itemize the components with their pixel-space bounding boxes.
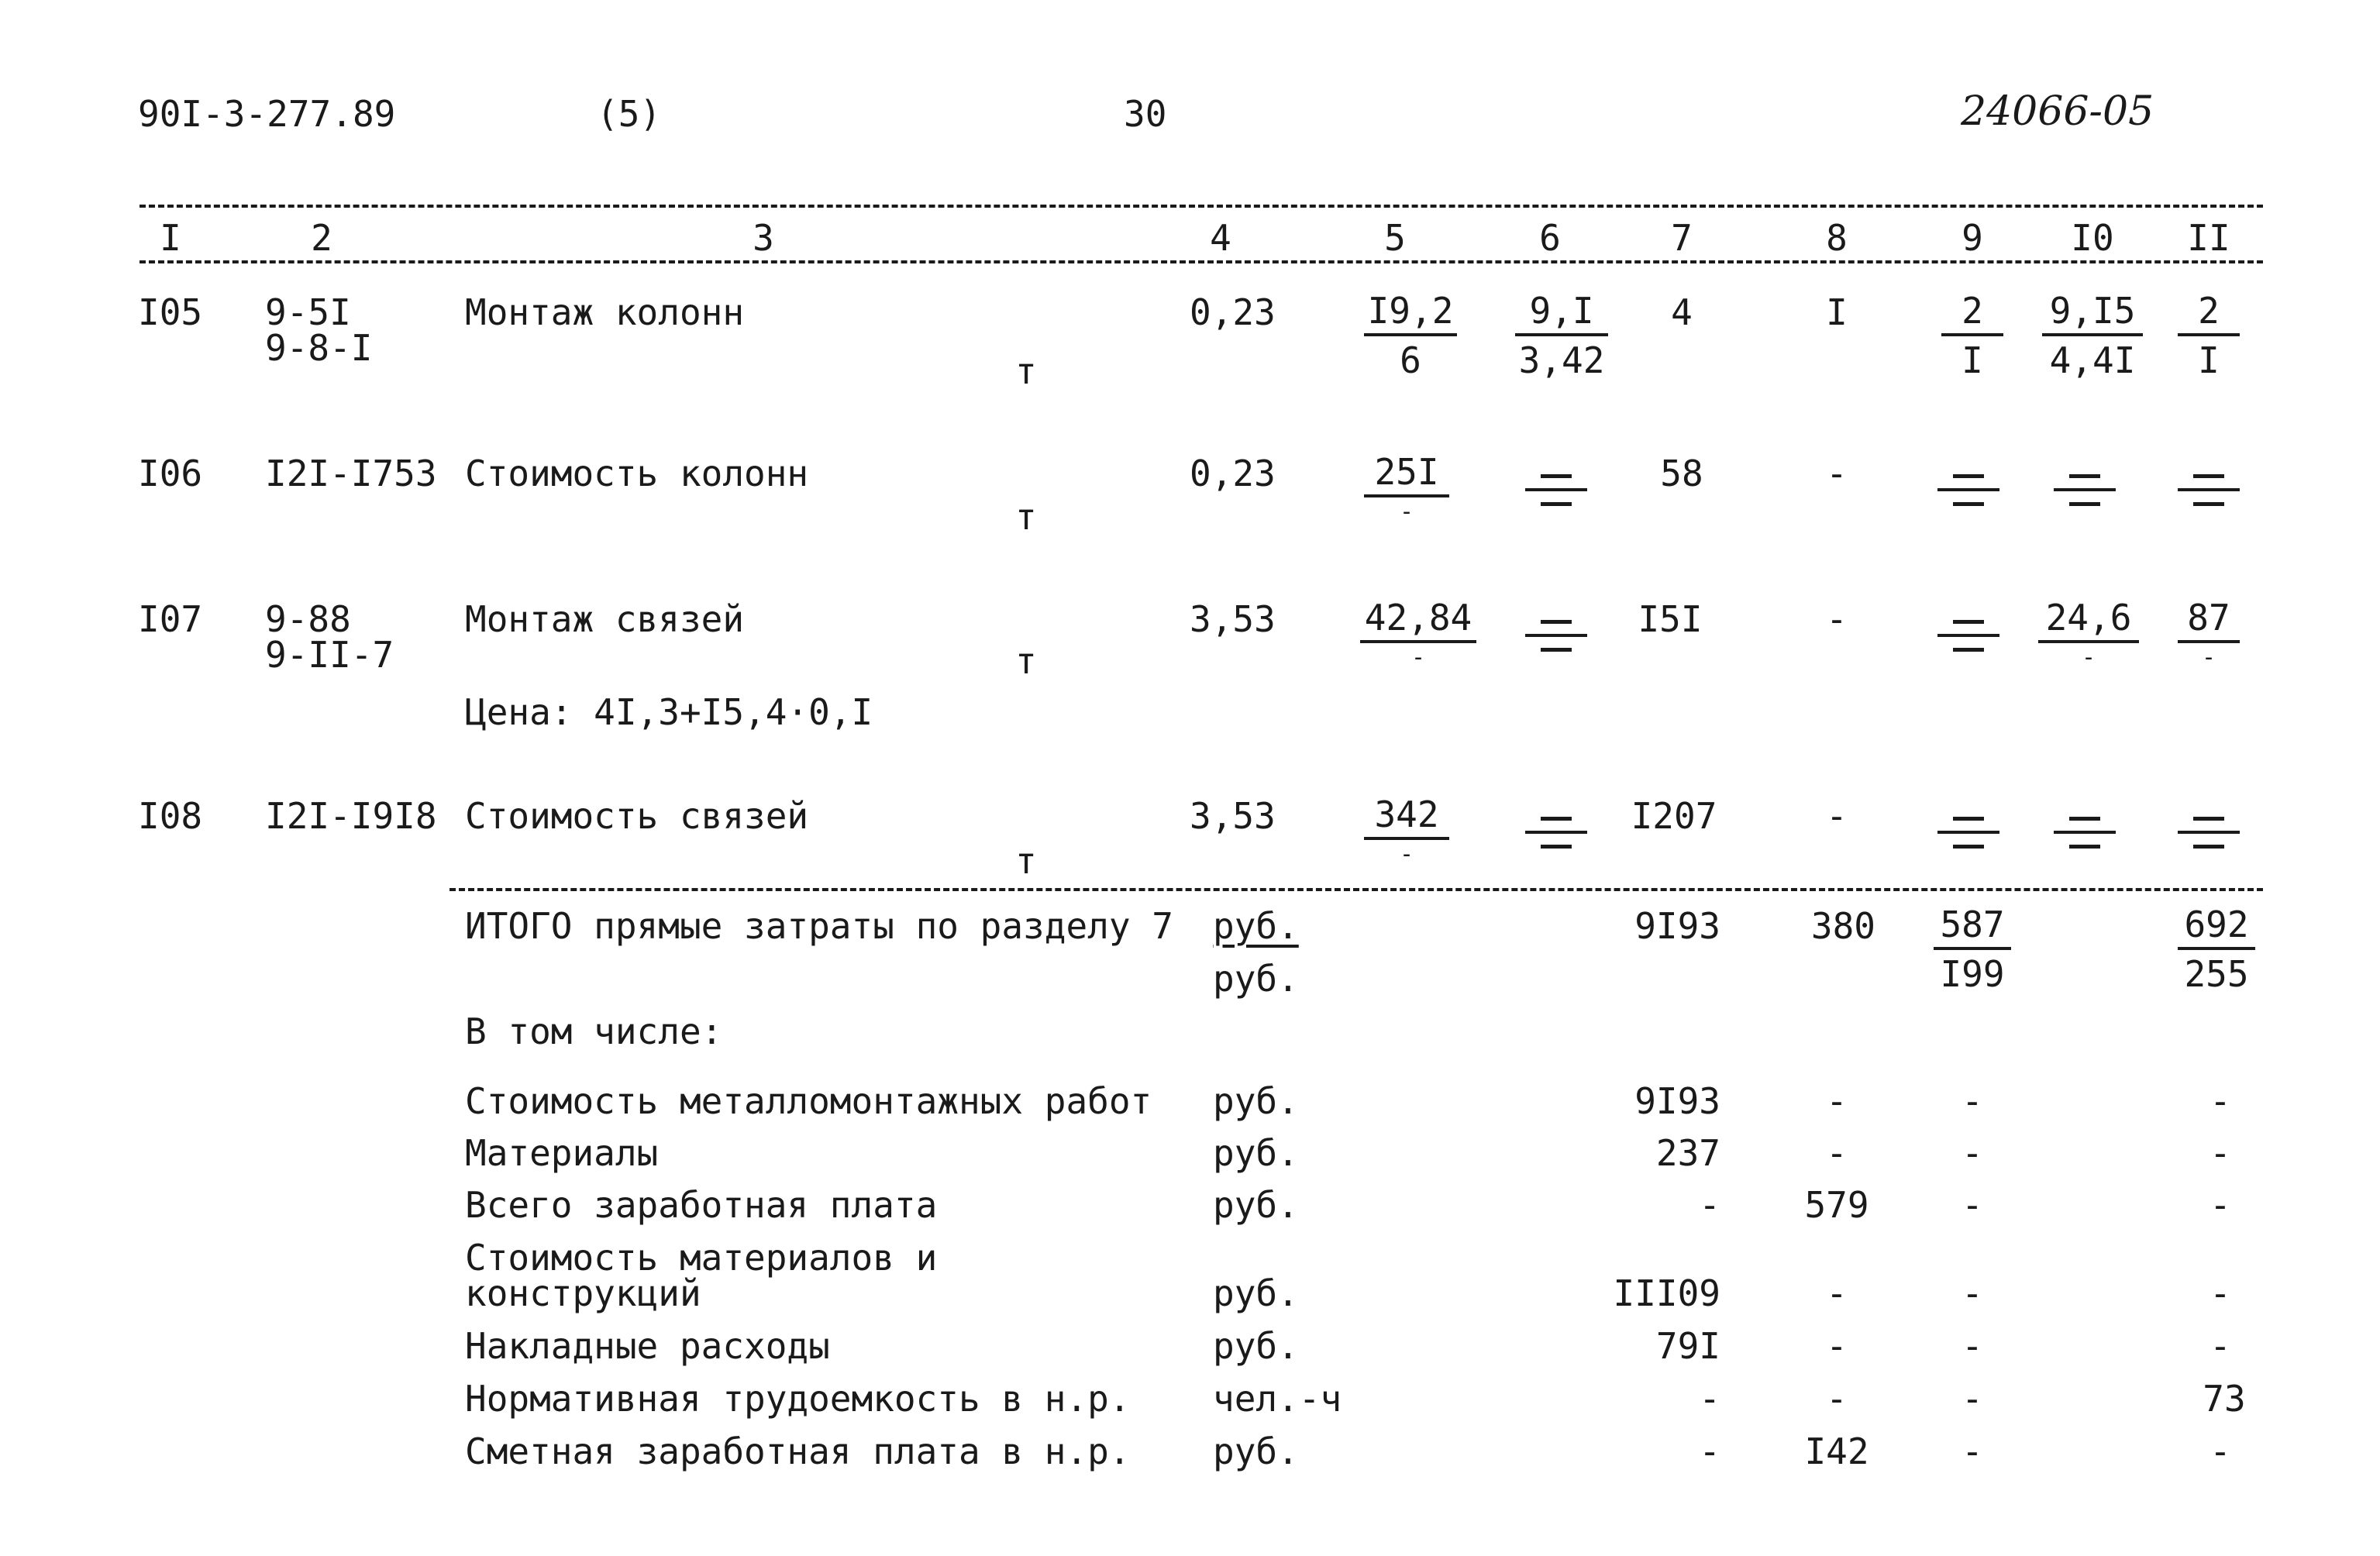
breakdown-col7: 9I93	[1634, 1080, 1720, 1122]
work-name: Монтаж колонн	[465, 291, 745, 333]
work-name: Стоимость связей	[465, 795, 809, 837]
norm-code: I2I-I9I8	[265, 795, 437, 837]
breakdown-label: Стоимость металломонтажных работ	[465, 1080, 1152, 1122]
breakdown-unit: чел.-ч	[1213, 1378, 1342, 1420]
breakdown-unit: руб.	[1213, 1184, 1299, 1226]
page-number: 30	[1124, 93, 1167, 135]
breakdown-label-cont: конструкций	[465, 1272, 701, 1314]
breakdown-col7: 79I	[1655, 1325, 1720, 1367]
breakdown-col8: -	[1826, 1272, 1848, 1314]
value-col7: 4	[1671, 291, 1693, 333]
breakdown-label: Нормативная трудоемкость в н.р.	[465, 1378, 1131, 1420]
col-header-6: 6	[1539, 217, 1561, 259]
totals-unit: руб.	[1213, 958, 1299, 1000]
volume-number: (5)	[597, 93, 662, 135]
breakdown-col9: -	[1962, 1430, 1983, 1472]
breakdown-unit: руб.	[1213, 1080, 1299, 1122]
fraction-cell: 87 -	[2178, 600, 2240, 670]
fraction-cell: $\frac{I9,2}{6}$	[1364, 293, 1457, 378]
norm-code: 9-II-7	[265, 634, 394, 676]
fraction-cell: $\frac{9,I5}{4,4I}$	[2042, 293, 2143, 378]
breakdown-col11: -	[2210, 1132, 2231, 1174]
breakdown-col9: -	[1962, 1184, 1983, 1226]
unit: т	[1015, 496, 1037, 538]
fraction-cell: $\frac{587}{I99}$	[1934, 907, 2011, 992]
breakdown-unit: руб.	[1213, 1132, 1299, 1174]
fraction-cell: 24,6 -	[2038, 600, 2139, 670]
col-header-8: 8	[1826, 217, 1848, 259]
breakdown-col8: -	[1826, 1378, 1848, 1420]
breakdown-col7: 237	[1655, 1132, 1720, 1174]
col-header-9: 9	[1962, 217, 1983, 259]
breakdown-col7: -	[1699, 1430, 1720, 1472]
breakdown-col8: I42	[1804, 1430, 1869, 1472]
breakdown-label: Всего заработная плата	[465, 1184, 938, 1226]
fraction-cell: $\frac{2}{I}$	[1941, 293, 2003, 378]
fraction-cell: $\frac{692}{255}$	[2178, 907, 2255, 992]
unit: т	[1015, 350, 1037, 392]
table-header-rule	[139, 260, 2263, 263]
col-header-11: II	[2187, 217, 2230, 259]
fraction-cell: 42,84 -	[1360, 600, 1476, 670]
totals-rule	[449, 888, 2263, 891]
breakdown-unit: руб.	[1213, 1272, 1299, 1314]
breakdown-col9: -	[1962, 1132, 1983, 1174]
work-name: Стоимость колонн	[465, 453, 809, 494]
col-header-7: 7	[1671, 217, 1693, 259]
col-header-4: 4	[1210, 217, 1231, 259]
breakdown-col8: -	[1826, 1080, 1848, 1122]
fraction-cell: 342 -	[1364, 797, 1449, 866]
value-col7: I207	[1631, 795, 1717, 837]
norm-code: 9-88	[265, 598, 351, 640]
norm-code: 9-5I	[265, 291, 351, 333]
breakdown-col11: -	[2210, 1080, 2231, 1122]
price-note: Цена: 4I,3+I5,4·0,I	[465, 691, 873, 733]
row-number: I06	[138, 453, 203, 494]
breakdown-col8: -	[1826, 1325, 1848, 1367]
including-label: В том числе:	[465, 1010, 723, 1052]
breakdown-label: Накладные расходы	[465, 1325, 830, 1367]
unit: т	[1015, 840, 1037, 882]
breakdown-col8: 579	[1804, 1184, 1869, 1226]
unit: т	[1015, 640, 1037, 682]
quantity: 0,23	[1190, 453, 1276, 494]
row-number: I05	[138, 291, 203, 333]
breakdown-col7: -	[1699, 1184, 1720, 1226]
breakdown-col9: -	[1962, 1272, 1983, 1314]
breakdown-label: Сметная заработная плата в н.р.	[465, 1430, 1131, 1472]
value-col8: -	[1826, 795, 1848, 837]
norm-code: I2I-I753	[265, 453, 437, 494]
breakdown-unit: руб.	[1213, 1325, 1299, 1367]
totals-col7: 9I93	[1634, 905, 1720, 947]
col-header-2: 2	[311, 217, 332, 259]
value-col7: 58	[1660, 453, 1703, 494]
work-name: Монтаж связей	[465, 598, 745, 640]
row-number: I07	[138, 598, 203, 640]
totals-unit: руб.	[1213, 905, 1299, 947]
fraction-cell: 25I -	[1364, 454, 1449, 524]
quantity: 0,23	[1190, 291, 1276, 333]
value-col7: I5I	[1638, 598, 1703, 640]
col-header-1: I	[160, 217, 181, 259]
breakdown-label: Стоимость материалов и	[465, 1237, 938, 1279]
breakdown-col11: 73	[2203, 1378, 2246, 1420]
breakdown-col7: III09	[1613, 1272, 1720, 1314]
quantity: 3,53	[1190, 795, 1276, 837]
col-header-5: 5	[1384, 217, 1406, 259]
breakdown-col8: -	[1826, 1132, 1848, 1174]
quantity: 3,53	[1190, 598, 1276, 640]
breakdown-col11: -	[2210, 1325, 2231, 1367]
handwritten-stamp: 24066-05	[1961, 88, 2154, 135]
value-col8: -	[1826, 598, 1848, 640]
table-top-rule	[139, 205, 2263, 208]
col-header-10: I0	[2071, 217, 2114, 259]
totals-col8: 380	[1810, 905, 1875, 947]
value-col8: -	[1826, 453, 1848, 494]
breakdown-col9: -	[1962, 1378, 1983, 1420]
fraction-cell: $\frac{2}{I}$	[2178, 293, 2240, 378]
breakdown-col9: -	[1962, 1080, 1983, 1122]
breakdown-col11: -	[2210, 1272, 2231, 1314]
breakdown-col9: -	[1962, 1325, 1983, 1367]
breakdown-col7: -	[1699, 1378, 1720, 1420]
totals-label: ИТОГО прямые затраты по разделу 7	[465, 905, 1173, 947]
fraction-cell: $\frac{9,I}{3,42}$	[1515, 293, 1608, 378]
breakdown-label: Материалы	[465, 1132, 659, 1174]
norm-code: 9-8-I	[265, 327, 373, 369]
row-number: I08	[138, 795, 203, 837]
breakdown-unit: руб.	[1213, 1430, 1299, 1472]
col-header-3: 3	[753, 217, 774, 259]
breakdown-col11: -	[2210, 1184, 2231, 1226]
breakdown-col11: -	[2210, 1430, 2231, 1472]
value-col8: I	[1826, 291, 1848, 333]
document-code: 90I-3-277.89	[138, 93, 396, 135]
